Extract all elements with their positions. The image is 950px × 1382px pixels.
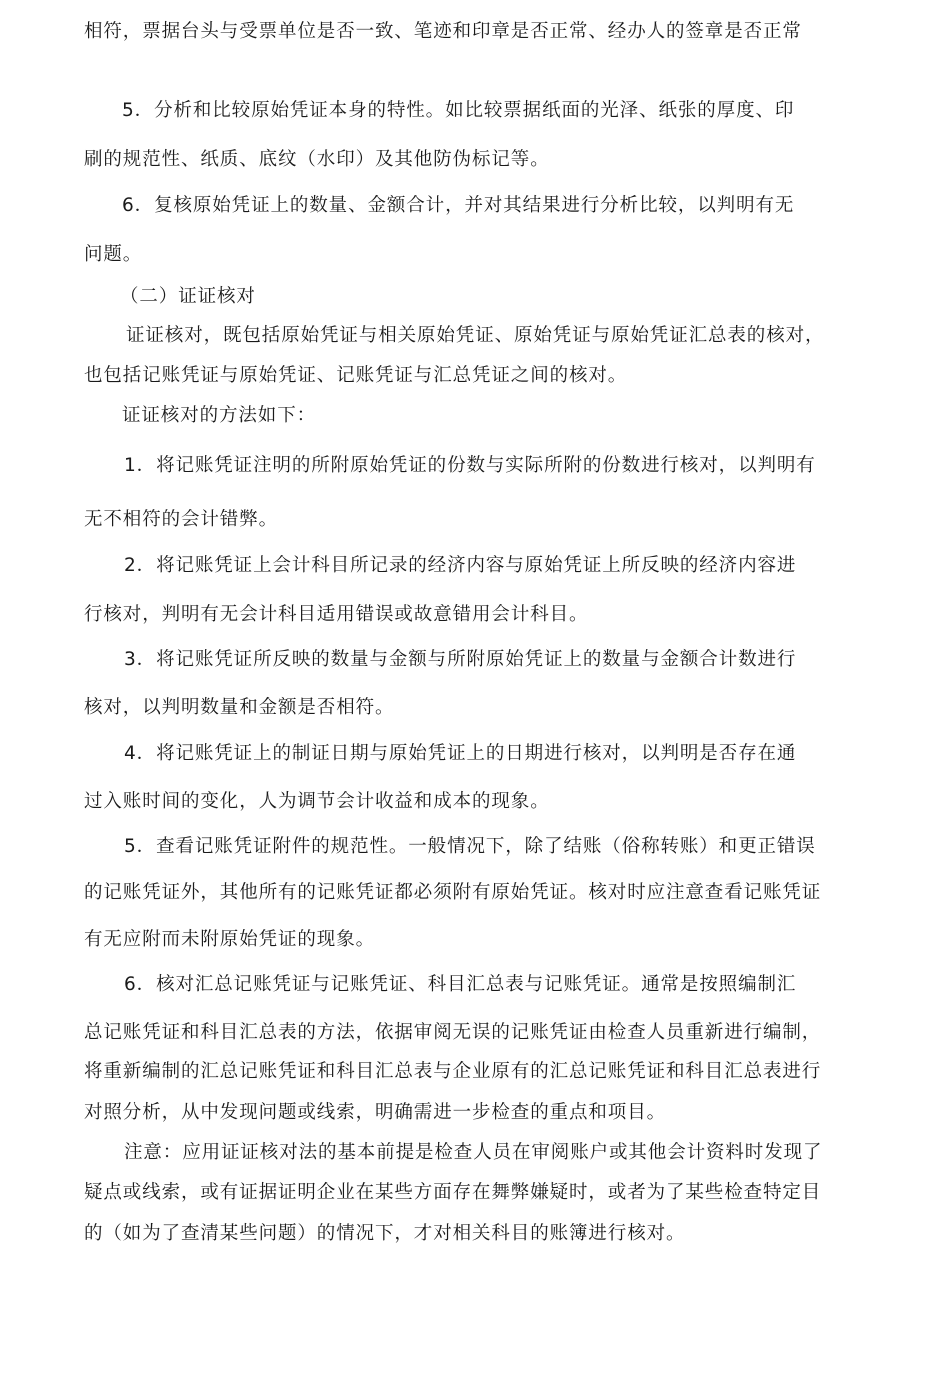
text-line: 有无应附而未附原始凭证的现象。 (84, 929, 376, 950)
text-line: 6．复核原始凭证上的数量、金额合计，并对其结果进行分析比较，以判明有无 (122, 195, 795, 216)
text-line: 也包括记账凭证与原始凭证、记账凭证与汇总凭证之间的核对。 (84, 365, 628, 386)
text-line: 行核对，判明有无会计科目适用错误或故意错用会计科目。 (84, 604, 589, 625)
section-heading: （二）证证核对 (120, 286, 256, 307)
text-line: 对照分析，从中发现问题或线索，明确需进一步检查的重点和项目。 (84, 1102, 667, 1123)
text-line: 疑点或线索，或有证据证明企业在某些方面存在舞弊嫌疑时，或者为了某些检查特定目 (84, 1182, 822, 1203)
text-line: 证证核对的方法如下： (122, 405, 317, 426)
text-line: 问题。 (84, 244, 143, 265)
text-line: 的记账凭证外，其他所有的记账凭证都必须附有原始凭证。核对时应注意查看记账凭证 (84, 882, 822, 903)
text-line: 3．将记账凭证所反映的数量与金额与所附原始凭证上的数量与金额合计数进行 (124, 649, 797, 670)
text-line: 刷的规范性、纸质、底纹（水印）及其他防伪标记等。 (84, 149, 550, 170)
text-line: 证证核对，既包括原始凭证与相关原始凭证、原始凭证与原始凭证汇总表的核对， (126, 325, 825, 346)
text-line: 5．分析和比较原始凭证本身的特性。如比较票据纸面的光泽、纸张的厚度、印 (122, 100, 795, 121)
text-line: 过入账时间的变化，人为调节会计收益和成本的现象。 (84, 791, 550, 812)
text-line: 将重新编制的汇总记账凭证和科目汇总表与企业原有的汇总记账凭证和科目汇总表进行 (84, 1061, 822, 1082)
text-line: 6．核对汇总记账凭证与记账凭证、科目汇总表与记账凭证。通常是按照编制汇 (124, 974, 797, 995)
text-line: 2．将记账凭证上会计科目所记录的经济内容与原始凭证上所反映的经济内容进 (124, 555, 797, 576)
text-line: 4．将记账凭证上的制证日期与原始凭证上的日期进行核对，以判明是否存在通 (124, 743, 797, 764)
text-line: 相符，票据台头与受票单位是否一致、笔迹和印章是否正常、经办人的签章是否正常 (84, 21, 802, 42)
text-line: 无不相符的会计错弊。 (84, 509, 279, 530)
text-line: 的（如为了查清某些问题）的情况下，才对相关科目的账簿进行核对。 (84, 1223, 686, 1244)
text-line: 核对，以判明数量和金额是否相符。 (84, 697, 395, 718)
text-line: 总记账凭证和科目汇总表的方法，依据审阅无误的记账凭证由检查人员重新进行编制， (84, 1022, 822, 1043)
text-line: 1．将记账凭证注明的所附原始凭证的份数与实际所附的份数进行核对，以判明有 (124, 455, 816, 476)
text-line: 注意：应用证证核对法的基本前提是检查人员在审阅账户或其他会计资料时发现了 (124, 1142, 823, 1163)
text-line: 5．查看记账凭证附件的规范性。一般情况下，除了结账（俗称转账）和更正错误 (124, 836, 816, 857)
